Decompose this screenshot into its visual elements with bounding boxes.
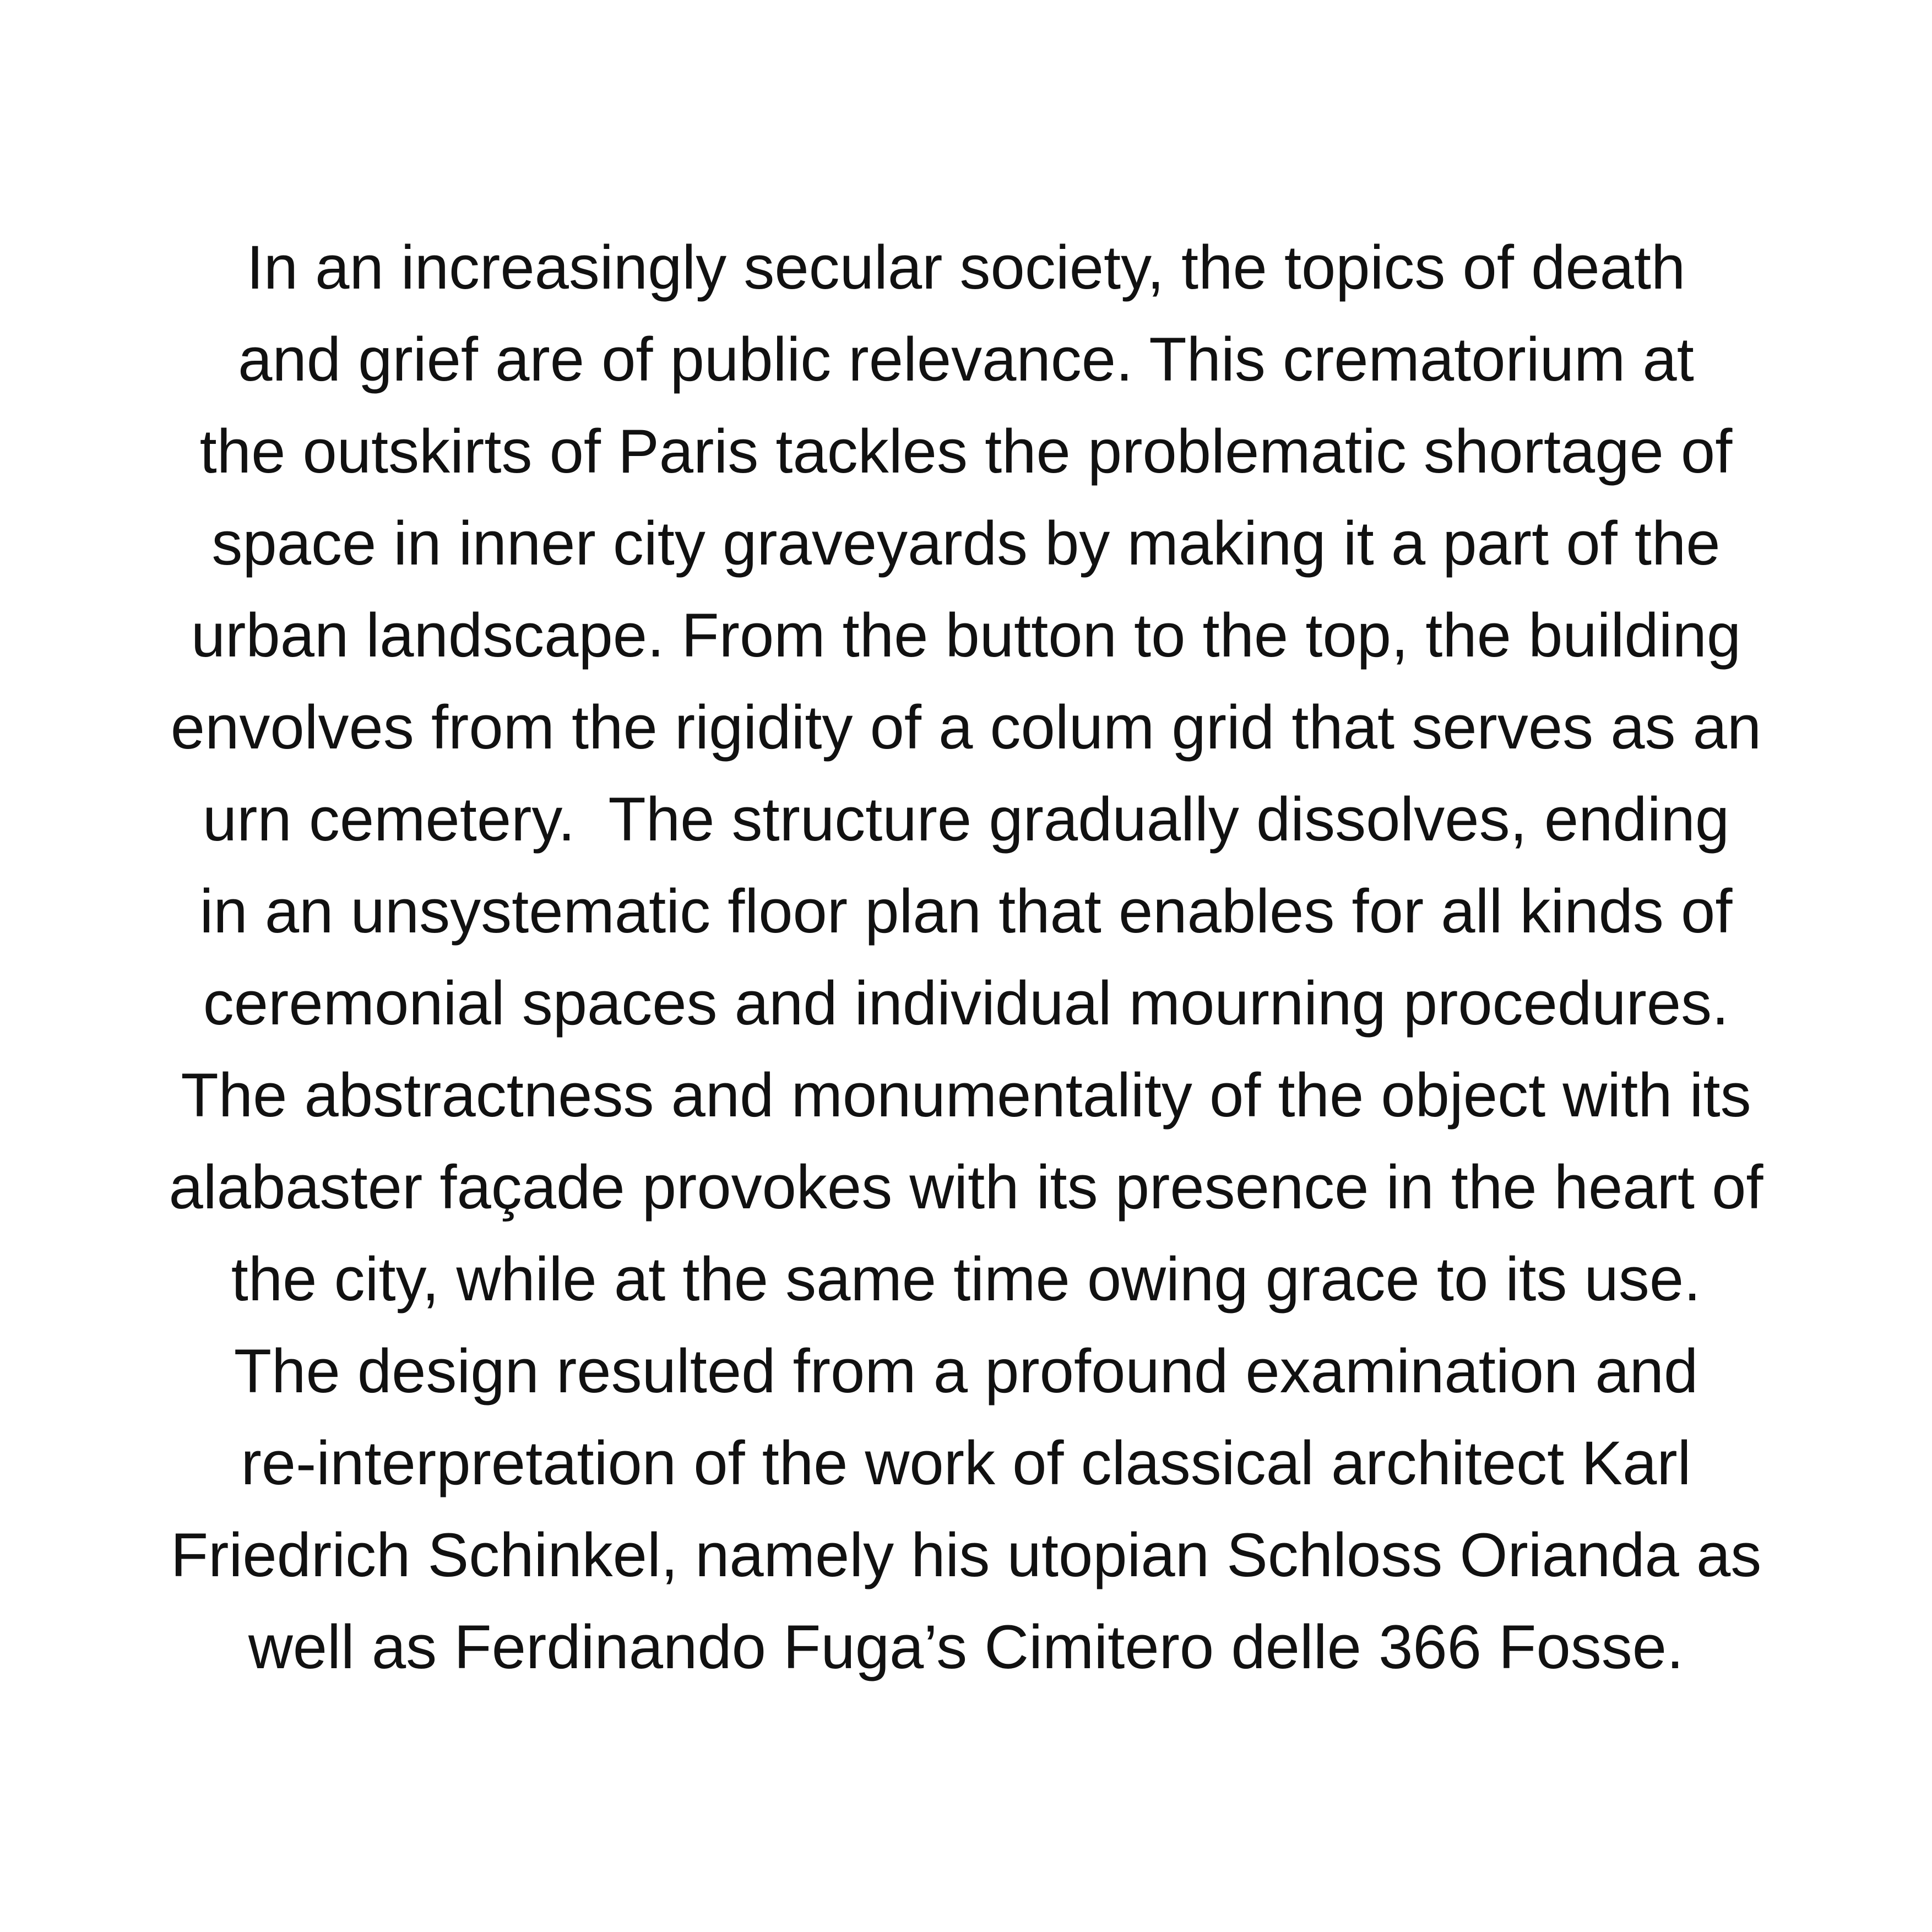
- text-line: re-interpretation of the work of classical architect Karl: [241, 1429, 1691, 1497]
- text-line: urban landscape. From the button to the top, the building: [191, 601, 1741, 670]
- text-line: urn cemetery. The structure gradually dissolves, ending: [202, 785, 1730, 854]
- text-line: space in inner city graveyards by making it a part of the: [211, 509, 1721, 578]
- text-line: Friedrich Schinkel, namely his utopian Schloss Orianda as: [170, 1521, 1762, 1589]
- text-line: The design resulted from a profound examination and: [234, 1337, 1698, 1405]
- text-line: and grief are of public relevance. This crematorium at: [238, 325, 1694, 394]
- text-line: well as Ferdinando Fuga’s Cimitero delle 366 Fosse.: [248, 1613, 1684, 1681]
- text-line: the city, while at the same time owing grace to its use.: [231, 1245, 1701, 1314]
- text-line: envolves from the rigidity of a colum grid that serves as an: [170, 693, 1762, 762]
- text-line: In an increasingly secular society, the topics of death: [246, 233, 1686, 302]
- text-line: The abstractness and monumentality of the object with its: [181, 1061, 1751, 1130]
- text-line: ceremonial spaces and individual mourning procedures.: [203, 969, 1729, 1038]
- text-line: in an unsystematic floor plan that enables for all kinds of: [199, 877, 1733, 946]
- body-text: [0, 221, 1932, 1693]
- text-line: alabaster façade provokes with its presence in the heart of: [169, 1153, 1763, 1222]
- text-line: the outskirts of Paris tackles the problematic shortage of: [199, 417, 1733, 486]
